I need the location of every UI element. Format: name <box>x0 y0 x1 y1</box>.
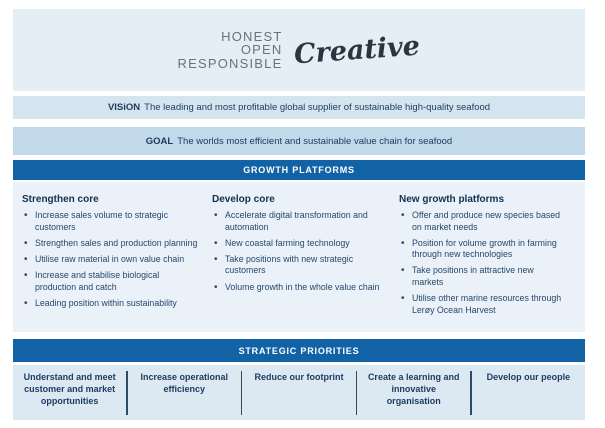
vision-label: VISiON <box>107 102 141 113</box>
company-values-stack <box>178 30 283 71</box>
vision-text: The leading and most profitable global supplier of sustainable high-quality seafood <box>144 102 491 113</box>
bullet-item: • Increase sales volume to strategic customers <box>22 210 198 233</box>
column-develop-core <box>212 189 399 332</box>
values-header-panel <box>13 9 585 91</box>
bullet-item: • Leading position within sustainability <box>22 298 198 310</box>
priority-customer-opportunities: Understand and meet customer and market opportunities <box>23 372 116 406</box>
priority-operational-efficiency: Increase operational efficiency <box>140 372 229 394</box>
column-title: Develop core <box>212 194 275 205</box>
bullet-item: • Utilise other marine resources through Lerøy Ocean Harvest <box>399 293 565 316</box>
value-honest: HONEST <box>221 28 283 44</box>
bullet-item: • Take positions in attractive new markets <box>399 265 565 288</box>
value-open: OPEN <box>240 42 283 58</box>
goal-text: The worlds most efficient and sustainable value chain for seafood <box>177 135 453 147</box>
column-new-growth-platforms <box>399 189 579 332</box>
bullet-list <box>22 210 198 309</box>
bullet-item: • Offer and produce new species based on market needs <box>399 210 565 233</box>
priority-develop-people: Develop our people <box>486 372 571 382</box>
bullet-item: • Position for volume growth in farming through new technologies <box>399 238 565 261</box>
bullet-list <box>212 210 385 293</box>
priority-learning-organisation: Create a learning and innovative organisation <box>367 372 460 406</box>
strategic-priorities-banner: STRATEGIC PRIORITIES <box>13 339 585 362</box>
strategic-priorities-strip <box>13 365 585 420</box>
goal-bar <box>13 127 585 155</box>
column-title: Strengthen core <box>22 194 99 205</box>
priority-reduce-footprint: Reduce our footprint <box>254 372 344 382</box>
growth-platforms-banner: GROWTH PLATFORMS <box>13 160 585 180</box>
value-creative-script: Creative <box>293 30 422 70</box>
goal-label: GOAL <box>145 135 174 147</box>
bullet-item: • Accelerate digital transformation and automation <box>212 210 385 233</box>
bullet-list <box>399 210 565 316</box>
bullet-item: • New coastal farming technology <box>212 238 385 250</box>
value-responsible: RESPONSIBLE <box>177 55 283 71</box>
bullet-item: • Take positions with new strategic customers <box>212 254 385 277</box>
column-strengthen-core <box>22 189 212 332</box>
bullet-item: • Utilise raw material in own value chain <box>22 254 198 266</box>
bullet-item: • Volume growth in the whole value chain <box>212 282 385 294</box>
vision-bar <box>13 96 585 119</box>
growth-platforms-content <box>13 182 585 332</box>
bullet-item: • Increase and stabilise biological production and catch <box>22 270 198 293</box>
column-title: New growth platforms <box>399 194 505 205</box>
bullet-item: • Strengthen sales and production planning <box>22 238 198 250</box>
